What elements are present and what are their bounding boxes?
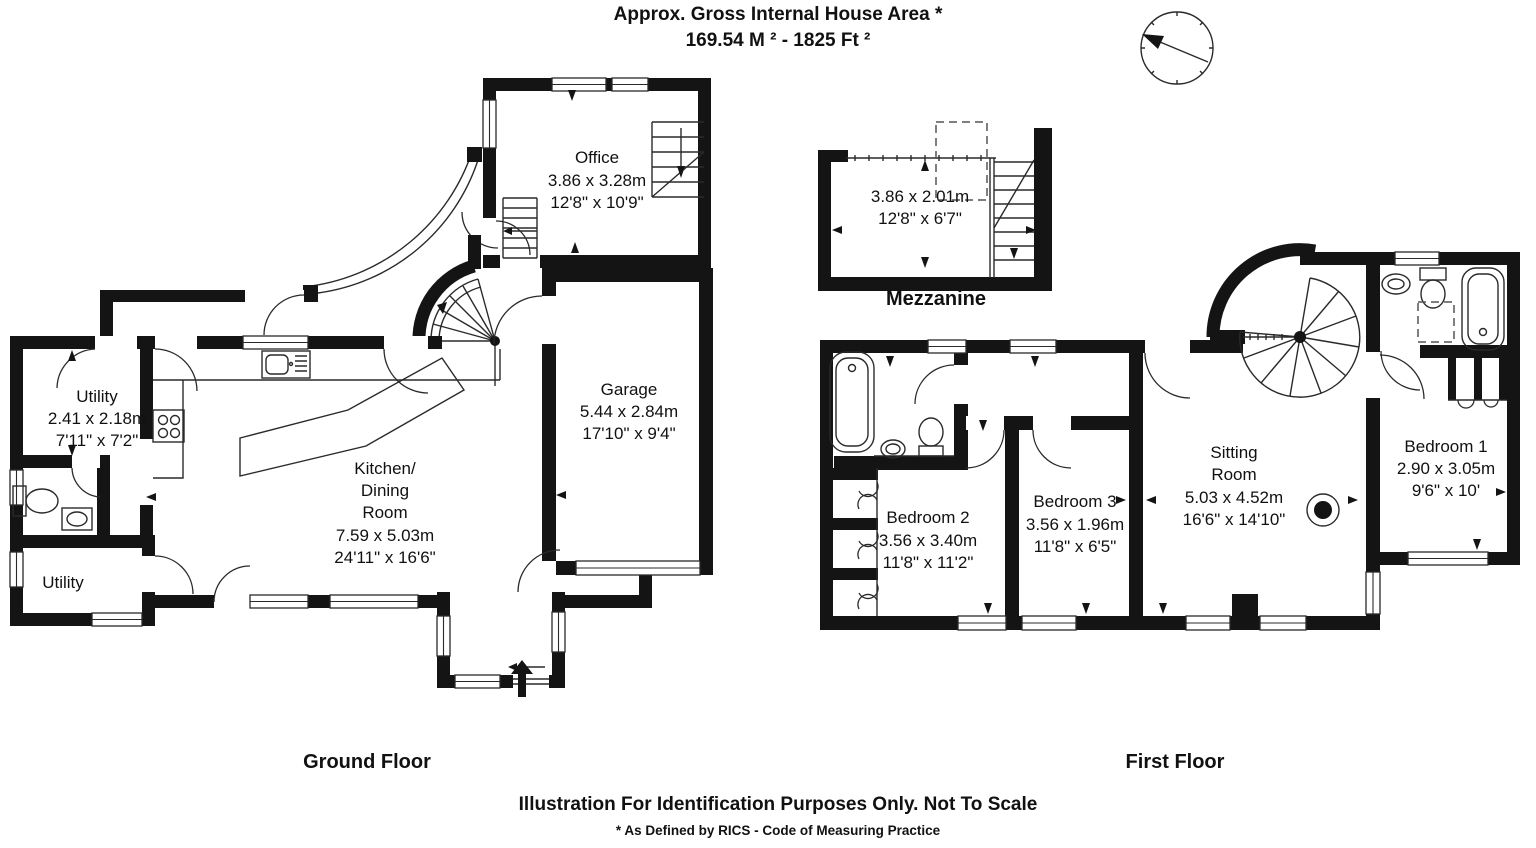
kitchen-door-arc-1 — [155, 349, 197, 391]
bedroom2-metric: 3.56 x 3.40m — [878, 531, 978, 550]
utility-label: Utility — [76, 387, 118, 406]
mezzanine-metric: 3.86 x 2.01m — [870, 187, 970, 206]
bedroom2-imperial: 11'8" x 11'2" — [882, 553, 974, 572]
mezzanine-imperial: 12'8" x 6'7" — [878, 209, 962, 228]
wc-door-arc — [72, 468, 100, 497]
bathroom-bath-icon — [830, 352, 874, 452]
wc-sink-icon — [62, 508, 92, 530]
kitchen-counter — [153, 349, 500, 478]
bedroom1-door-arc — [1380, 355, 1424, 399]
sitting-room-metric: 5.03 x 4.52m — [1184, 488, 1284, 507]
kitchen-imperial: 24'11" x 16'6" — [334, 548, 436, 567]
hall-stairs-icon — [503, 198, 537, 258]
bathroom-toilet-icon — [919, 418, 943, 456]
bedroom3-metric: 3.56 x 1.96m — [1025, 515, 1125, 534]
bathroom-door-arc — [915, 365, 954, 404]
garage-imperial: 17'10" x 9'4" — [582, 424, 676, 443]
mezzanine-stairs-icon — [990, 158, 1034, 278]
utility-imperial: 7'11" x 7'2" — [55, 431, 139, 450]
office-metric: 3.86 x 3.28m — [547, 171, 647, 190]
bedroom2-door-arc — [966, 430, 1004, 468]
kitchen-metric: 7.59 x 5.03m — [335, 526, 435, 545]
kitchen-hob-icon — [153, 410, 184, 442]
kitchen-label-3: Room — [362, 503, 408, 522]
kitchen-label-1: Kitchen/ — [354, 459, 416, 478]
sitting-room-label-1: Sitting — [1210, 443, 1258, 462]
mezzanine-railing — [846, 155, 996, 161]
ground-floor-title: Ground Floor — [303, 751, 431, 773]
porch-walls — [437, 592, 565, 688]
kitchen-label-2: Dining — [360, 481, 410, 500]
first-floor-title: First Floor — [1125, 751, 1225, 773]
garage-walls — [556, 268, 713, 575]
kitchen-sink-icon — [262, 351, 310, 378]
bedroom3-label: Bedroom 3 — [1033, 492, 1117, 511]
garage-label: Garage — [600, 380, 658, 399]
sitting-room-imperial: 16'6" x 14'10" — [1182, 510, 1286, 529]
sitting-room-door-arc — [1145, 353, 1190, 398]
bedroom3-imperial: 11'8" x 6'5" — [1033, 537, 1117, 556]
office-label: Office — [574, 148, 620, 167]
bedroom2-label: Bedroom 2 — [886, 508, 970, 527]
bedroom1-metric: 2.90 x 3.05m — [1396, 459, 1496, 478]
office-stairs-icon — [652, 122, 704, 197]
bedroom2-wardrobes — [833, 468, 878, 616]
utility2-door-arc — [155, 556, 193, 594]
wood-stove-icon — [1307, 494, 1339, 526]
ensuite-bath-icon — [1462, 268, 1504, 350]
disclaimer-text: Illustration For Identification Purposes Only. Not To Scale — [518, 794, 1038, 815]
ensuite-sink-icon — [1382, 274, 1410, 294]
sitting-room-label-2: Room — [1211, 465, 1257, 484]
page-title: Approx. Gross Internal House Area * — [613, 4, 943, 25]
garage-metric: 5.44 x 2.84m — [579, 402, 679, 421]
office-imperial: 12'8" x 10'9" — [550, 193, 644, 212]
bedroom1-label: Bedroom 1 — [1404, 437, 1488, 456]
page-area-value: 169.54 M ² - 1825 Ft ² — [685, 30, 871, 51]
utility2-label: Utility — [42, 573, 84, 592]
bedroom3-door-arc — [1033, 430, 1071, 468]
compass-icon — [1141, 12, 1213, 84]
utility-door-arc — [57, 349, 95, 388]
garage-door-window — [576, 561, 700, 575]
kitchen-garage-door-arc — [494, 296, 542, 344]
rics-note-text: * As Defined by RICS - Code of Measuring Practice — [615, 823, 941, 838]
utility-metric: 2.41 x 2.18m — [47, 409, 147, 428]
hall-walls — [100, 290, 318, 336]
ground-floor-plan — [10, 78, 713, 697]
spiral-stairs-icon — [1213, 250, 1360, 397]
kitchen-island — [240, 358, 464, 476]
bedroom1-wardrobes — [1448, 358, 1507, 408]
mezzanine-plan — [818, 122, 1052, 310]
bedroom1-imperial: 9'6" x 10' — [1411, 481, 1481, 500]
mezzanine-title: Mezzanine — [885, 288, 987, 310]
